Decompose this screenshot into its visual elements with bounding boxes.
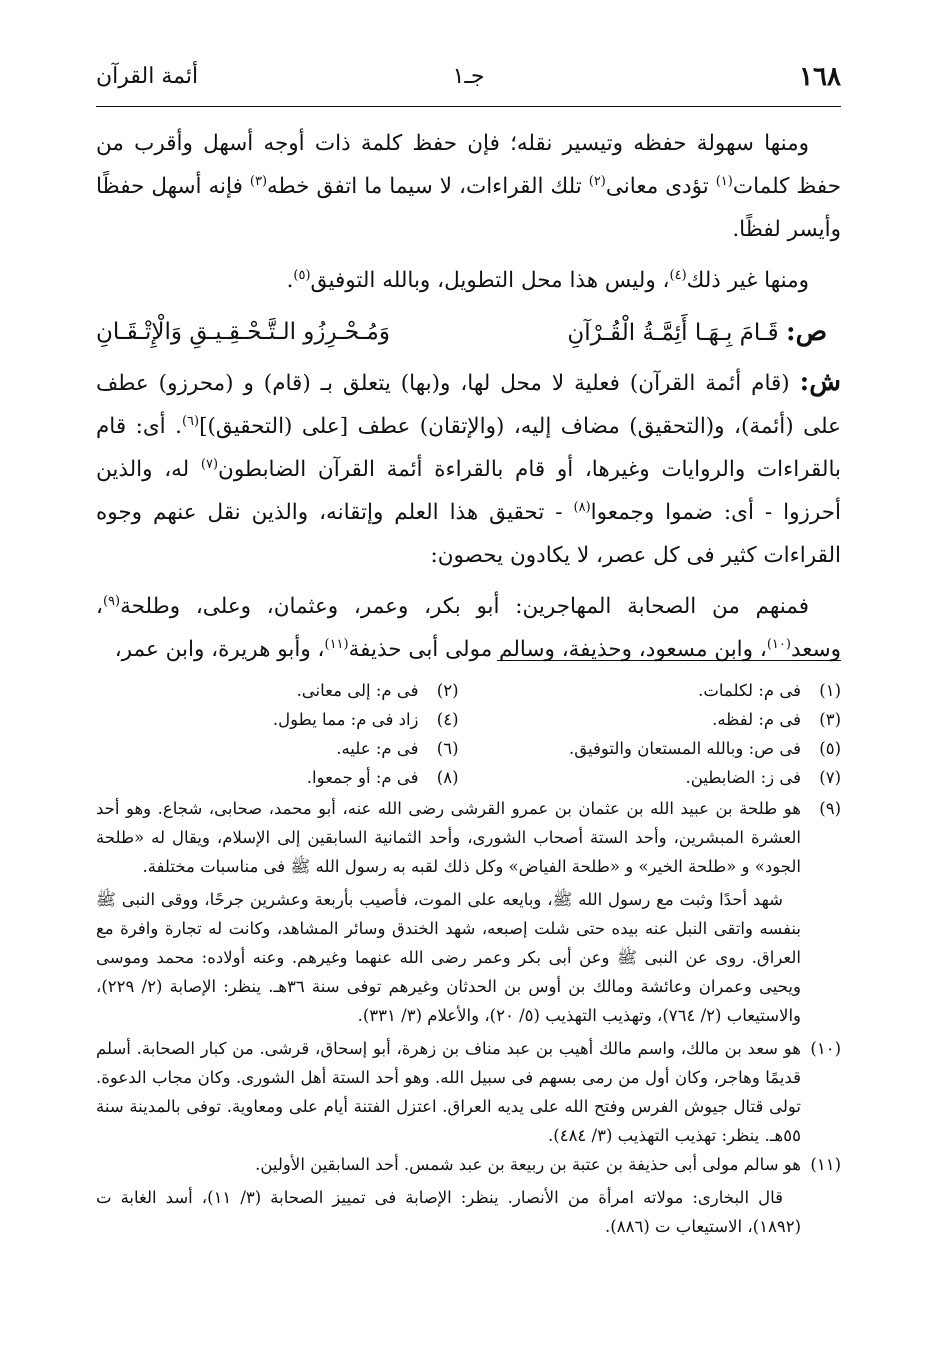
footnote-3: (٣) فى م: لفظه.: [712, 710, 841, 729]
footnote-9: (٩) هو طلحة بن عبيد الله بن عثمان بن عمرو القرشى رضى الله عنه، أبو محمد، صحابى، شجاع. وهو أحد العشرة المبشرين، وأحد الستة أصحاب الشورى، وأحد الثمانية السابقين إلى الإسلام، ويقال له «طلحة الجود» و «طلحة الخير» و «طلحة الفياض» وكل ذلك لقبه به رسول الله ﷺ فى مناسبات مختلفة.: [96, 799, 841, 876]
footnote-ref-11[interactable]: (١١): [324, 636, 349, 652]
footnote-ref-7[interactable]: (٧): [200, 456, 219, 472]
running-header: [96, 58, 841, 107]
footnote-2: (٢) فى م: إلى معانى.: [296, 681, 459, 700]
paragraph-companions: فمنهم من الصحابة المهاجرين: أبو بكر، وعمر، وعثمان، وعلى، وطلحة$^{(٩)}$، وسعد$^{(١٠)}$، وابن مسعود، وحذيفة، وسالم مولى أبى حذيفة$^{(١١)}$، وأبو هريرة، وابن عمر،: [96, 593, 841, 662]
paragraph-ease-of-memorization: ومنها سهولة حفظه وتيسير نقله؛ فإن حفظ كلمة ذات أوجه أسهل وأقرب من حفظ كلمات$^{(١)}$ تؤدى معانى$^{(٢)}$ تلك القراءات، لا سيما ما اتفق خطه$^{(٣)}$ فإنه أسهل حفظًا وأيسر لفظًا.: [96, 131, 841, 242]
page-number: ١٦٨: [799, 62, 841, 92]
footnote-10: (١٠) هو سعد بن مالك، واسم مالك أهيب بن عبد مناف بن زهرة، أبو إسحاق، قرشى. من كبار الصحابة. أسلم قديمًا وهاجر، وكان أول من رمى بسهم فى سبيل الله. وهو أحد الستة أهل الشورى. وكان مجاب الدعوة. تولى قتال جيوش الفرس وفتح الله على يديه العراق. اعتزل الفتنة أيام على ومعاوية. توفى بالمدينة سنة ٥٥هـ. ينظر: تهذيب التهذيب (٣/ ٤٨٤).: [96, 1039, 841, 1145]
footnote-8: (٨) فى م: أو جمعوا.: [306, 768, 459, 787]
footnote-ref-9[interactable]: (٩): [102, 593, 121, 609]
verse-marker: ص:: [785, 317, 827, 347]
footnote-1: (١) فى م: لكلمات.: [698, 681, 841, 700]
footnote-ref-5[interactable]: (٥): [293, 267, 311, 283]
footnotes: [96, 676, 841, 1245]
book-title: أئمة القرآن: [96, 64, 199, 89]
footnote-5: (٥) فى ص: وبالله المستعان والتوفيق.: [569, 739, 841, 758]
short-footnotes: [96, 676, 841, 792]
paragraph-other-benefits: ومنها غير ذلك$^{(٤)}$، وليس هذا محل التطويل، وبالله التوفيق$^{(٥)}$.: [286, 267, 809, 293]
footnote-ref-4[interactable]: (٤): [669, 267, 687, 283]
footnote-ref-1[interactable]: (١): [715, 173, 733, 189]
footnote-9-continuation: شهد أحدًا وثبت مع رسول الله ﷺ، وبايعه على الموت، فأصيب بأربعة وعشرين جرحًا، ووقى النبى ﷺ بنفسه واتقى النبل عنه بيده حتى شلت إصبعه، شهد الخندق وسائر المشاهد، وكانت له تجارة وافرة مع العراق. روى عن النبى ﷺ وعن أبى بكر وعمر رضى الله عنهما وغيرهم. وعنه أولاده: محمد وموسى ويحيى وعمران وعائشة ومالك بن أوس بن الحدثان وغيرهم توفى سنة ٣٦هـ. ينظر: الإصابة (٢/ ٢٢٩)، والاستيعاب (٢/ ٧٦٤)، وتهذيب التهذيب (٥/ ٢٠)، والأعلام (٣/ ٣٣١).: [96, 890, 801, 1025]
commentary-marker: ش:: [799, 367, 841, 397]
paragraph-commentary: ش: (قام أئمة القرآن) فعلية لا محل لها، و(بها) يتعلق بـ (قام) و (محرزو) عطف على (أئمة)، و(التحقيق) مضاف إليه، (والإتقان) عطف [على (التحقيق)]$^{(٦)}$. أى: قام بالقراءات والروايات وغيرها، أو قام بالقراءة أئمة القرآن الضابطون$^{(٧)}$ له، والذين أحرزوا - أى: ضموا وجمعوا$^{(٨)}$ - تحقيق هذا العلم وإتقانه، والذين نقل عنهم وجوه القراءات كثير فى كل عصر، لا يكادون يحصون:: [96, 367, 841, 568]
footnote-ref-3[interactable]: (٣): [249, 173, 268, 189]
footnote-ref-6[interactable]: (٦): [181, 413, 200, 429]
footnote-11-continuation: قال البخارى: مولاته امرأة من الأنصار. ينظر: الإصابة فى تمييز الصحابة (٣/ ١١)، أسد الغابة ت (١٨٩٢)، الاستيعاب ت (٨٨٦).: [96, 1188, 801, 1236]
footnote-ref-8[interactable]: (٨): [573, 499, 591, 515]
footnote-separator: [497, 660, 841, 661]
poem-verse: [96, 310, 841, 355]
volume-label: جـ١: [452, 64, 485, 89]
footnote-ref-10[interactable]: (١٠): [766, 636, 791, 652]
footnote-6: (٦) فى م: عليه.: [336, 739, 459, 758]
footnote-7: (٧) فى ز: الضابطين.: [685, 768, 841, 787]
footnote-4: (٤) زاد فى م: مما يطول.: [272, 710, 459, 729]
verse-second-hemistich: وَمُـحْـرِزُو الـتَّـحْـقِـيـقِ وَالْإِتْـقَـانِ: [96, 319, 390, 345]
footnote-ref-2[interactable]: (٢): [588, 173, 606, 189]
footnote-11: (١١) هو سالم مولى أبى حذيفة بن عتبة بن ربيعة بن عبد شمس. أحد السابقين الأولين.: [255, 1155, 841, 1174]
main-text: [96, 122, 841, 679]
verse-first-hemistich: قَـامَ بِـهَـا أَئِمَّـةُ الْقُـرْآنِ: [567, 320, 779, 346]
